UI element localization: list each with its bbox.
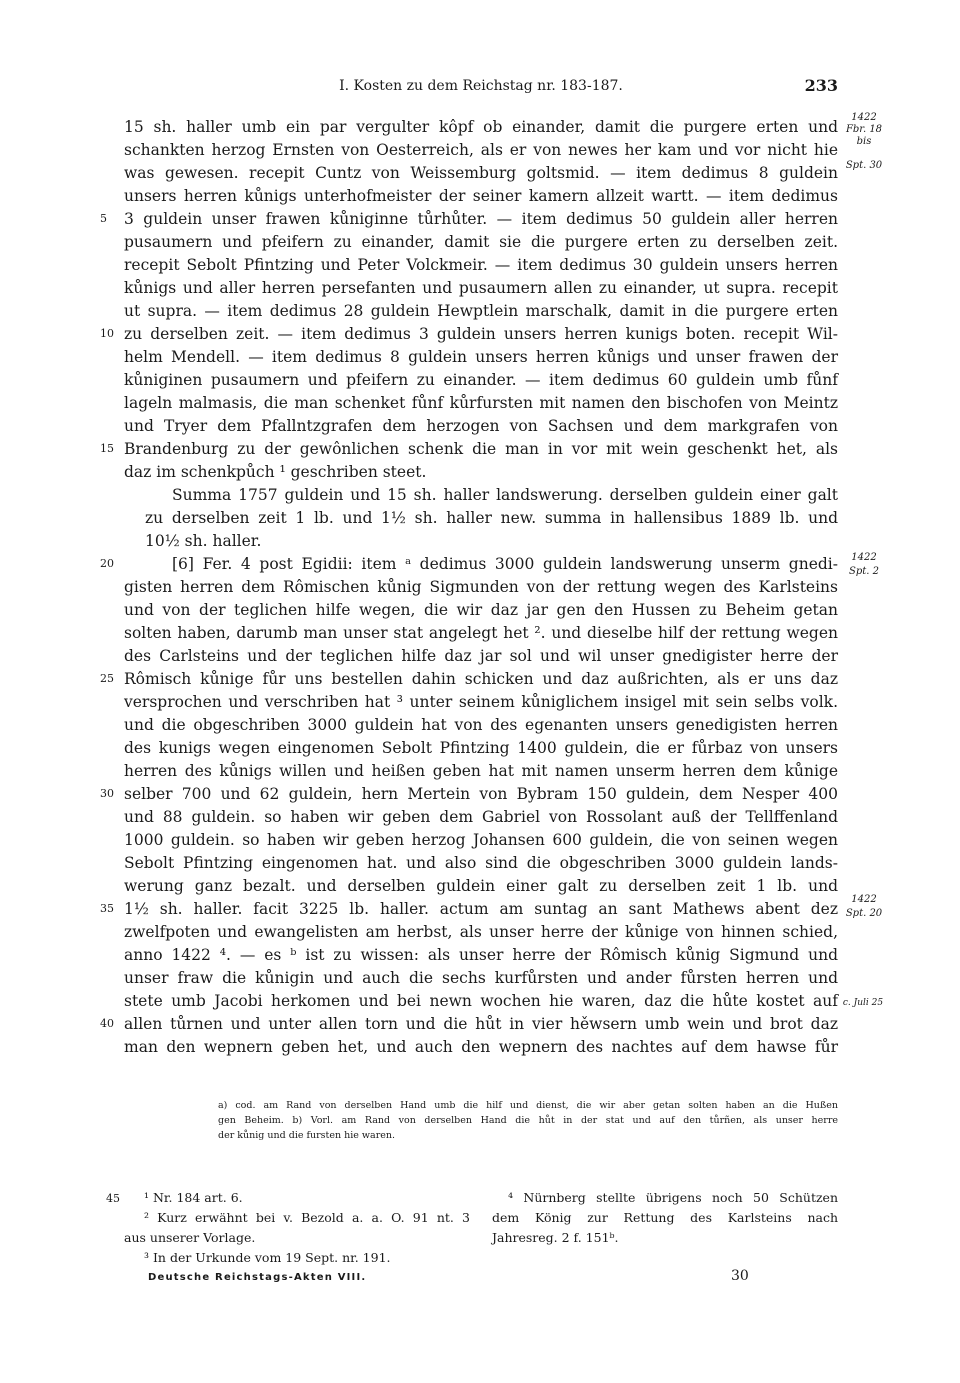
printer-signature: 30 bbox=[731, 1268, 749, 1284]
page-number: 233 bbox=[804, 76, 838, 95]
text-line: und Tryer dem Pfallntzgrafen dem herzogen von Sachsen und dem markgrafen von bbox=[124, 417, 838, 435]
text-line: Brandenburg zu der gewônlichen schenk die man in vor mit wein geschenkt het, als bbox=[124, 440, 838, 458]
text-line: des Carlsteins und der teglichen hilfe daz jar sol und wil unser gnedigister herre der bbox=[124, 647, 838, 665]
text-line: unser fraw die kůnigin und auch die sechs kurfůrsten und ander fůrsten herren und bbox=[124, 969, 838, 987]
text-line: herren des kůnigs willen und heißen geben hat mit namen unserm herren dem kůnige bbox=[124, 762, 838, 780]
text-line: lageln malmasis, die man schenket fůnf kůrfursten mit namen den bischofen von Meintz bbox=[124, 394, 838, 412]
line-number: 20 bbox=[100, 557, 114, 570]
text-line: und 88 guldein. so haben wir geben dem Gabriel von Rossolant auß der Tellffenland bbox=[124, 808, 838, 826]
text-line: pusaumern und pfeifern zu einander, damit sie die purgere erten zu derselben zeit. bbox=[124, 233, 838, 251]
series-title: Deutsche Reichstags-Akten VIII. bbox=[148, 1272, 367, 1283]
text-line: selber 700 und 62 guldein, hern Mertein von Bybram 150 guldein, dem Nesper 400 bbox=[124, 785, 838, 803]
margin-date: Spt. 2 bbox=[849, 566, 879, 577]
footnote-continuation: Jahresreg. 2 f. 151ᵇ. bbox=[492, 1230, 619, 1245]
running-header bbox=[124, 78, 838, 98]
footnote: ¹ Nr. 184 art. 6. bbox=[144, 1190, 243, 1205]
text-line: Rômisch kůnige fůr uns bestellen dahin schicken und daz außrichten, als er uns daz bbox=[124, 670, 838, 688]
line-number: 10 bbox=[100, 327, 114, 340]
footnotes-right bbox=[492, 1188, 838, 1248]
line-number: 25 bbox=[100, 672, 114, 685]
text-line: kůnigs und aller herren persefanten und pusaumern allen zu einander, ut supra. recepit bbox=[124, 279, 838, 297]
line-number: 40 bbox=[100, 1017, 114, 1030]
text-line: 10½ sh. haller. bbox=[145, 532, 262, 550]
text-line: 1½ sh. haller. facit 3225 lb. haller. actum am suntag an sant Mathews abent dez bbox=[124, 900, 838, 918]
text-line: zu derselben zeit. — item dedimus 3 guldein unsers herren kunigs boten. recepit Wil- bbox=[124, 325, 838, 343]
footnotes-left bbox=[124, 1188, 470, 1268]
text-line: 15 sh. haller umb ein par vergulter kôpf ob einander, damit die purgere erten und bbox=[124, 118, 838, 136]
text-line: gisten herren dem Rômischen kůnig Sigmunden von der rettung wegen des Karlsteins bbox=[124, 578, 838, 596]
line-number: 5 bbox=[100, 212, 107, 225]
text-line: unsers herren kůnigs unterhofmeister der seiner kamern allzeit wartt. — item dedimus bbox=[124, 187, 838, 205]
text-line: kůniginen pusaumern und pfeifern zu einander. — item dedimus 60 guldein umb fůnf bbox=[124, 371, 838, 389]
text-line: 3 guldein unser frawen kůniginne tůrhůter. — item dedimus 50 guldein aller herren bbox=[124, 210, 838, 228]
text-line: recepit Sebolt Pfintzing und Peter Volckmeir. — item dedimus 30 guldein unsers herren bbox=[124, 256, 838, 274]
footnote-continuation: aus unserer Vorlage. bbox=[124, 1230, 256, 1245]
margin-date-bis: bis bbox=[856, 136, 872, 147]
line-number: 35 bbox=[100, 902, 114, 915]
text-line: helm Mendell. — item dedimus 8 guldein unsers herren kůnigs und unser frawen der bbox=[124, 348, 838, 366]
running-title: I. Kosten zu dem Reichstag nr. 183-187. bbox=[339, 78, 623, 94]
footnote: ² Kurz erwähnt bei v. Bezold a. a. O. 91 nt. 3 bbox=[144, 1210, 470, 1225]
text-line: werung ganz bezalt. und derselben guldein einer galt zu derselben zeit 1 lb. und bbox=[124, 877, 838, 895]
text-line: solten haben, darumb man unser stat angelegt het ². und dieselbe hilf der rettung wegen bbox=[124, 624, 838, 642]
margin-date: c. Juli 25 bbox=[842, 998, 884, 1008]
footnote: ⁴ Nürnberg stellte übrigens noch 50 Schützen bbox=[508, 1190, 838, 1205]
text-line: und die obgeschriben 3000 guldein hat von des egenanten unsers genedigisten herren bbox=[124, 716, 838, 734]
text-line: anno 1422 ⁴. — es ᵇ ist zu wissen: als unser herre der Rômisch kůnig Sigmund und bbox=[124, 946, 838, 964]
margin-date: Spt. 30 bbox=[845, 160, 883, 171]
text-line: versprochen und verschriben hat ³ unter seinem kůniglichem insigel mit sein selbs volk. bbox=[124, 693, 838, 711]
margin-date: Fbr. 18 bbox=[845, 124, 883, 135]
text-line: stete umb Jacobi herkomen und bei newn wochen hie waren, daz die hůte kostet auf bbox=[124, 992, 838, 1010]
margin-date-year: 1422 bbox=[851, 112, 877, 123]
margin-date: Spt. 20 bbox=[845, 908, 883, 919]
text-line: Sebolt Pfintzing eingenomen hat. und also sind die obgeschriben 3000 guldein lands- bbox=[124, 854, 838, 872]
apparatus-line: der kůnig und die fursten hie waren. bbox=[218, 1130, 396, 1141]
text-line: 1000 guldein. so haben wir geben herzog Johansen 600 guldein, die von seinen wegen bbox=[124, 831, 838, 849]
apparatus-line: a) cod. am Rand von derselben Hand umb die hilf und dienst, die wir aber getan solten haben an die Hußen bbox=[218, 1100, 838, 1111]
margin-date-year: 1422 bbox=[851, 552, 877, 563]
line-number: 45 bbox=[106, 1192, 120, 1205]
text-line: zu derselben zeit 1 lb. und 1½ sh. haller new. summa in hallensibus 1889 lb. und bbox=[145, 509, 838, 527]
critical-apparatus bbox=[218, 1098, 838, 1143]
margin-date-year: 1422 bbox=[851, 894, 877, 905]
text-line: daz im schenkpůch ¹ geschriben steet. bbox=[124, 463, 427, 481]
line-number: 15 bbox=[100, 442, 114, 455]
text-line: allen tůrnen und unter allen torn und die hůt in vier hěwsern umb wein und brot daz bbox=[124, 1015, 838, 1033]
footnote-continuation: dem König zur Rettung des Karlsteins nach bbox=[492, 1210, 838, 1225]
text-line: Summa 1757 guldein und 15 sh. haller landswerung. derselben guldein einer galt bbox=[172, 486, 838, 504]
text-line: des kunigs wegen eingenomen Sebolt Pfintzing 1400 guldein, die er fůrbaz von unsers bbox=[124, 739, 838, 757]
line-number: 30 bbox=[100, 787, 114, 800]
text-line: schankten herzog Ernsten von Oesterreich, als er von newes her kam und vor nicht hie bbox=[124, 141, 838, 159]
text-line: zwelfpoten und ewangelisten am herbst, als unser herre der kůnige von hinnen schied, bbox=[124, 923, 838, 941]
footnote: ³ In der Urkunde vom 19 Sept. nr. 191. bbox=[144, 1250, 391, 1265]
text-line: und von der teglichen hilfe wegen, die wir daz jar gen den Hussen zu Beheim getan bbox=[124, 601, 838, 619]
text-line: ut supra. — item dedimus 28 guldein Hewptlein marschalk, damit in die purgere erten bbox=[124, 302, 838, 320]
text-line: man den wepnern geben het, und auch den wepnern des nachtes auf dem hawse fůr bbox=[124, 1038, 838, 1056]
apparatus-line: gen Beheim. b) Vorl. am Rand von derselben Hand die hůt in der stat und auf den tůrñen, als unser herre bbox=[218, 1115, 838, 1126]
text-line: was gewesen. recepit Cuntz von Weissemburg goltsmid. — item dedimus 8 guldein bbox=[124, 164, 838, 182]
text-line: [6] Fer. 4 post Egidii: item ᵃ dedimus 3000 guldein landswerung unserm gnedi- bbox=[172, 555, 838, 573]
